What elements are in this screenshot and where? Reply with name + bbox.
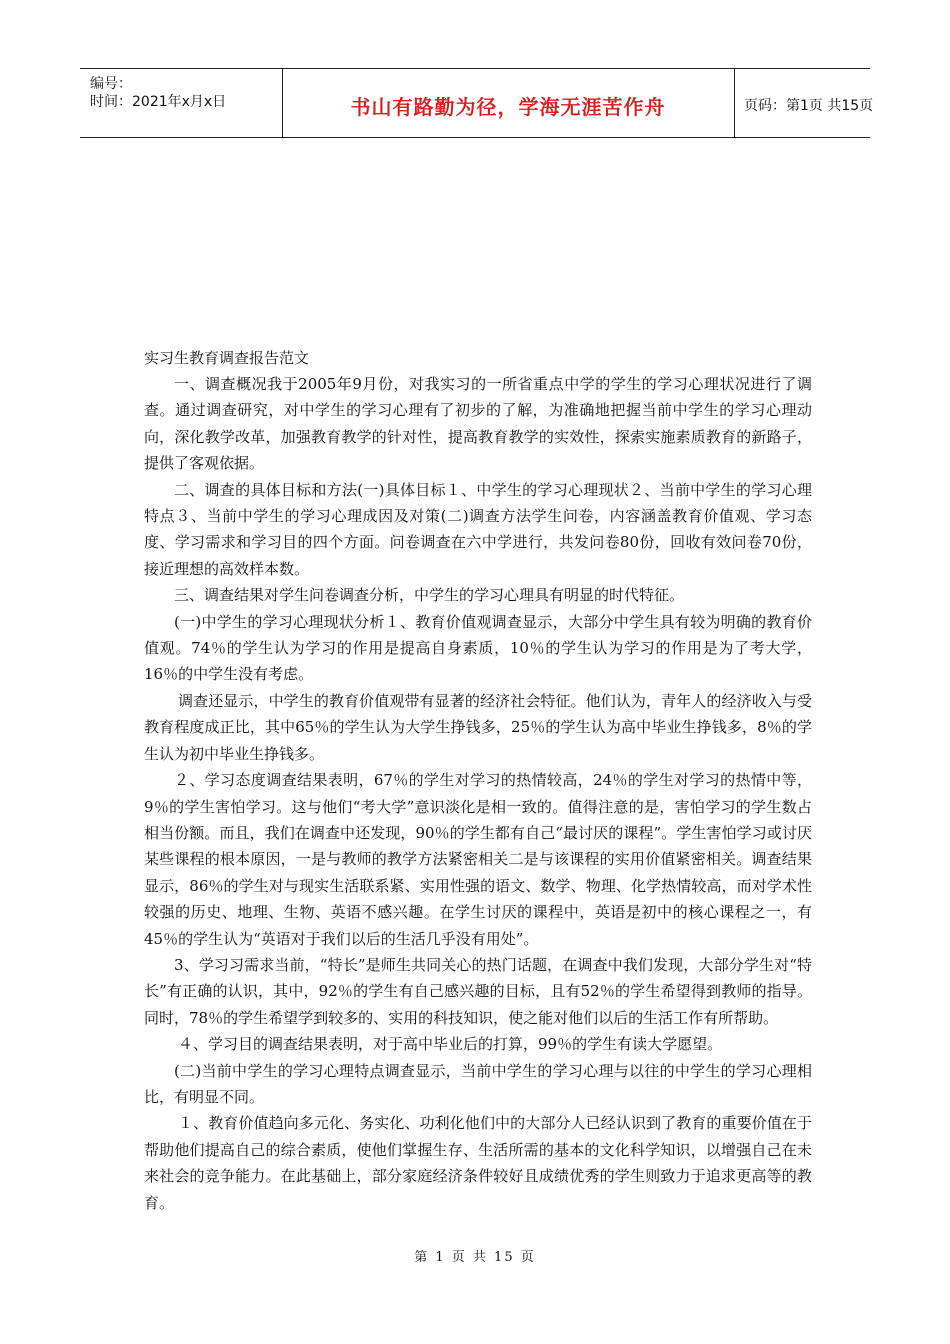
header-meta-cell: [80, 69, 283, 137]
paragraph: 3、学习习需求当前，“特长”是师生共同关心的热门话题，在调查中我们发现，大部分学生对“特长”有正确的认识，其中，92％的学生有自己感兴趣的目标，且有52％的学生希望得到教师的指导。同时，78％的学生希望学到较多的、实用的科技知识，使之能对他们以后的生活工作有所帮助。: [144, 955, 812, 1027]
paragraph: 一、调查概况我于2005年9月份，对我实习的一所省重点中学的学生的学习心理状况进行了调查。通过调查研究，对中学生的学习心理有了初步的了解，为准确地把握当前中学生的学习心理动向，深化教学改革，加强教育教学的针对性，提高教育教学的实效性，探索实施素质教育的新路子，提供了客观依据。: [144, 375, 812, 473]
paragraph: 二、调查的具体目标和方法(一)具体目标１、中学生的学习心理现状２、当前中学生的学习心理特点３、当前中学生的学习心理成因及对策(二)调查方法学生问卷，内容涵盖教育价值观、学习态度、学习需求和学习目的四个方面。问卷调查在六中学进行，共发问卷80份，回收有效问卷70份，接近理想的高效样本数。: [144, 480, 812, 578]
paragraph: (二)当前中学生的学习心理特点调查显示，当前中学生的学习心理与以往的中学生的学习心理相比，有明显不同。: [144, 1061, 812, 1106]
document-date-label: 时间：2021年x月x日: [90, 94, 227, 110]
header-page-info: 页码：第1页 共15页: [744, 98, 874, 114]
document-number-label: 编号：: [90, 76, 132, 92]
header-motto: 书山有路勤为径，学海无涯苦作舟: [350, 95, 666, 119]
page-footer: 第 1 页 共 15 页: [414, 1250, 536, 1265]
paragraph: ４、学习目的调查结果表明，对于高中毕业后的打算，99％的学生有读大学愿望。: [178, 1035, 723, 1054]
document-body: [144, 345, 812, 1216]
paragraph: ２、学习态度调查结果表明，67％的学生对学习的热情较高，24％的学生对学习的热情中等，9％的学生害怕学习。这与他们“考大学”意识淡化是相一致的。值得注意的是，害怕学习的学生数占相当份额。而且，我们在调查中还发现，90％的学生都有自己“最讨厌的课程”。学生害怕学习或讨厌某些课程的根本原因，一是与教师的教学方法紧密相关二是与该课程的实用价值紧密相关。调查结果显示，86％的学生对与现实生活联系紧、实用性强的语文、数学、物理、化学热情较高，而对学术性较强的历史、地理、生物、英语不感兴趣。在学生讨厌的课程中，英语是初中的核心课程之一，有45％的学生认为“英语对于我们以后的生活几乎没有用处”。: [144, 771, 812, 948]
paragraph: 三、调查结果对学生问卷调查分析，中学生的学习心理具有明显的时代特征。: [174, 586, 685, 605]
header-page-cell: [734, 69, 874, 137]
paragraph: １、教育价值趋向多元化、务实化、功利化他们中的大部分人已经认识到了教育的重要价值在于帮助他们提高自己的综合素质，使他们掌握生存、生活所需的基本的文化科学知识，以增强自己在未来社会的竞争能力。在此基础上，部分家庭经济条件较好且成绩优秀的学生则致力于追求更高等的教育。: [144, 1114, 812, 1212]
paragraph: (一)中学生的学习心理现状分析１、教育价值观调查显示，大部分中学生具有较为明确的教育价值观。74％的学生认为学习的作用是提高自身素质，10％的学生认为学习的作用是为了考大学，16％的中学生没有考虑。: [144, 612, 812, 684]
paragraph: 调查还显示，中学生的教育价值观带有显著的经济社会特征。他们认为，青年人的经济收入与受教育程度成正比，其中65％的学生认为大学生挣钱多，25％的学生认为高中毕业生挣钱多，8％的学生认为初中毕业生挣钱多。: [144, 691, 812, 763]
header-motto-cell: [282, 69, 735, 137]
document-title: 实习生教育调查报告范文: [144, 349, 310, 367]
page-header: [80, 68, 874, 138]
